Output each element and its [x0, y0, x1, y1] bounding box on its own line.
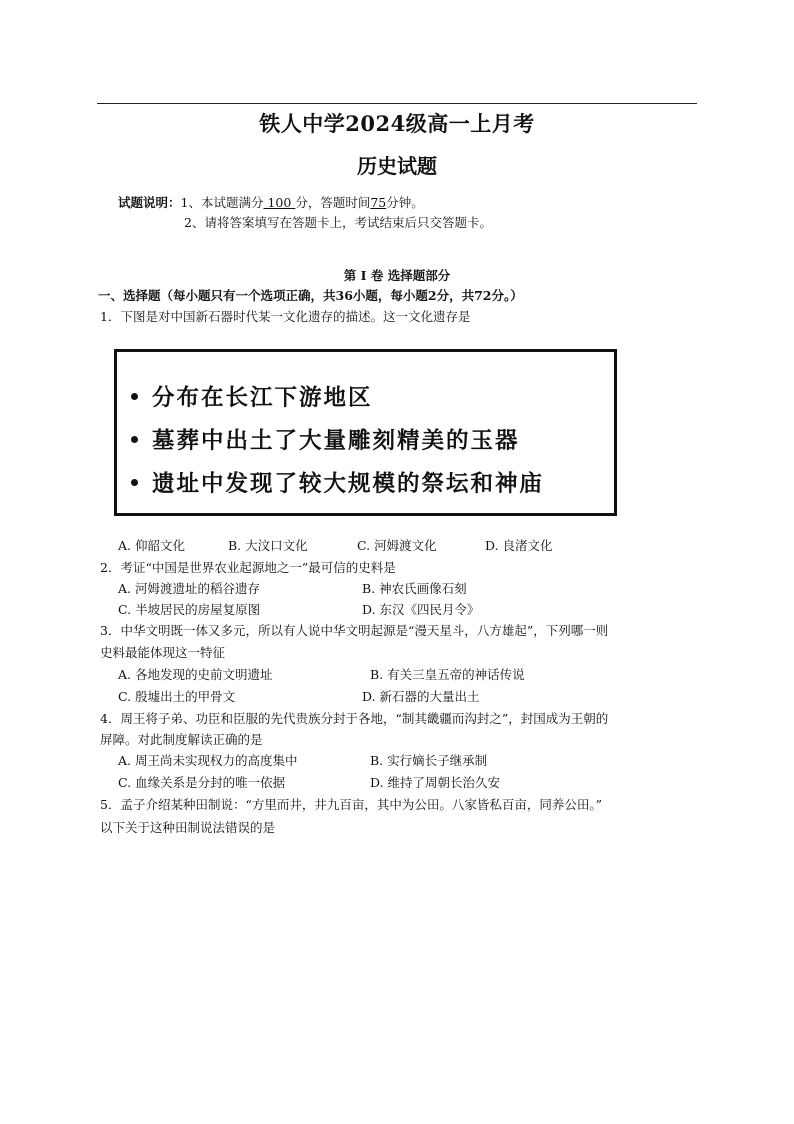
bullet-icon: [131, 436, 138, 443]
exam-notes-line1: [118, 193, 424, 211]
exam-notes-line2: 2、请将答案填写在答题卡上，考试结束后只交答题卡。: [184, 215, 492, 230]
question-3-option-c[interactable]: C. 殷墟出土的甲骨文: [118, 689, 236, 704]
question-4-option-c[interactable]: C. 血缘关系是分封的唯一依据: [118, 775, 286, 790]
notes-score: 100: [267, 195, 292, 210]
question-4-option-b[interactable]: B. 实行嫡长子继承制: [370, 753, 488, 768]
notes-time: 75: [370, 195, 387, 210]
question-1-option-c[interactable]: C. 河姆渡文化: [357, 538, 437, 553]
question-1-option-a[interactable]: A. 仰韶文化: [118, 538, 185, 553]
bullet-icon: [131, 479, 138, 486]
question-1-option-d[interactable]: D. 良渚文化: [485, 538, 553, 553]
exam-title: 铁人中学2024级高一上月考: [259, 111, 535, 136]
notes-line1-pre: 1、本试题满分: [180, 195, 264, 210]
figure-line-1: 分布在长江下游地区: [131, 380, 373, 412]
section-title: 第 I 卷 选择题部分: [343, 268, 451, 283]
notes-line1-post: 分钟。: [386, 195, 424, 210]
question-2-option-d[interactable]: D. 东汉《四民月令》: [362, 602, 480, 617]
question-1-figure: [114, 349, 617, 516]
bullet-icon: [131, 393, 138, 400]
question-2-option-a[interactable]: A. 河姆渡遗址的稻谷遗存: [118, 581, 260, 596]
question-4-stem-line2: 屏障。对此制度解读正确的是: [100, 732, 263, 747]
question-3-stem-line1: 3．中华文明既一体又多元，所以有人说中华文明起源是“漫天星斗，八方雄起”，下列哪一则: [100, 623, 609, 638]
part-title: 一、选择题（每小题只有一个选项正确，共36小题，每小题2分，共72分。）: [98, 288, 523, 303]
question-3-option-d[interactable]: D. 新石器的大量出土: [362, 689, 480, 704]
header-rule: [97, 103, 697, 104]
exam-subject: 历史试题: [357, 154, 437, 178]
question-5-stem-line1: 5．孟子介绍某种田制说：“方里而井，井九百亩，其中为公田。八家皆私百亩，同养公田。”: [100, 797, 602, 812]
question-1-option-b[interactable]: B. 大汶口文化: [228, 538, 308, 553]
question-2-option-c[interactable]: C. 半坡居民的房屋复原图: [118, 602, 261, 617]
question-5-stem-line2: 以下关于这种田制说法错误的是: [100, 820, 276, 835]
figure-line-3: 遗址中发现了较大规模的祭坛和神庙: [131, 466, 544, 498]
notes-line1-mid: 分，答题时间: [295, 195, 371, 210]
question-4-option-a[interactable]: A. 周王尚未实现权力的高度集中: [118, 753, 298, 768]
question-2-option-b[interactable]: B. 神农氏画像石刻: [362, 581, 467, 596]
question-3-option-b[interactable]: B. 有关三皇五帝的神话传说: [370, 667, 525, 682]
question-3-stem-line2: 史料最能体现这一特征: [100, 645, 226, 660]
question-3-option-a[interactable]: A. 各地发现的史前文明遗址: [118, 667, 273, 682]
notes-label: 试题说明：: [118, 195, 181, 210]
question-4-option-d[interactable]: D. 维持了周朝长治久安: [370, 775, 501, 790]
question-2-stem: 2．考证“中国是世界农业起源地之一”最可信的史料是: [100, 560, 396, 575]
question-4-stem-line1: 4．周王将子弟、功臣和臣服的先代贵族分封于各地，“制其畿疆而沟封之”，封国成为王朝的: [100, 711, 609, 726]
question-1-stem: 1．下图是对中国新石器时代某一文化遗存的描述。这一文化遗存是: [100, 309, 471, 324]
figure-line-2: 墓葬中出土了大量雕刻精美的玉器: [131, 423, 520, 455]
